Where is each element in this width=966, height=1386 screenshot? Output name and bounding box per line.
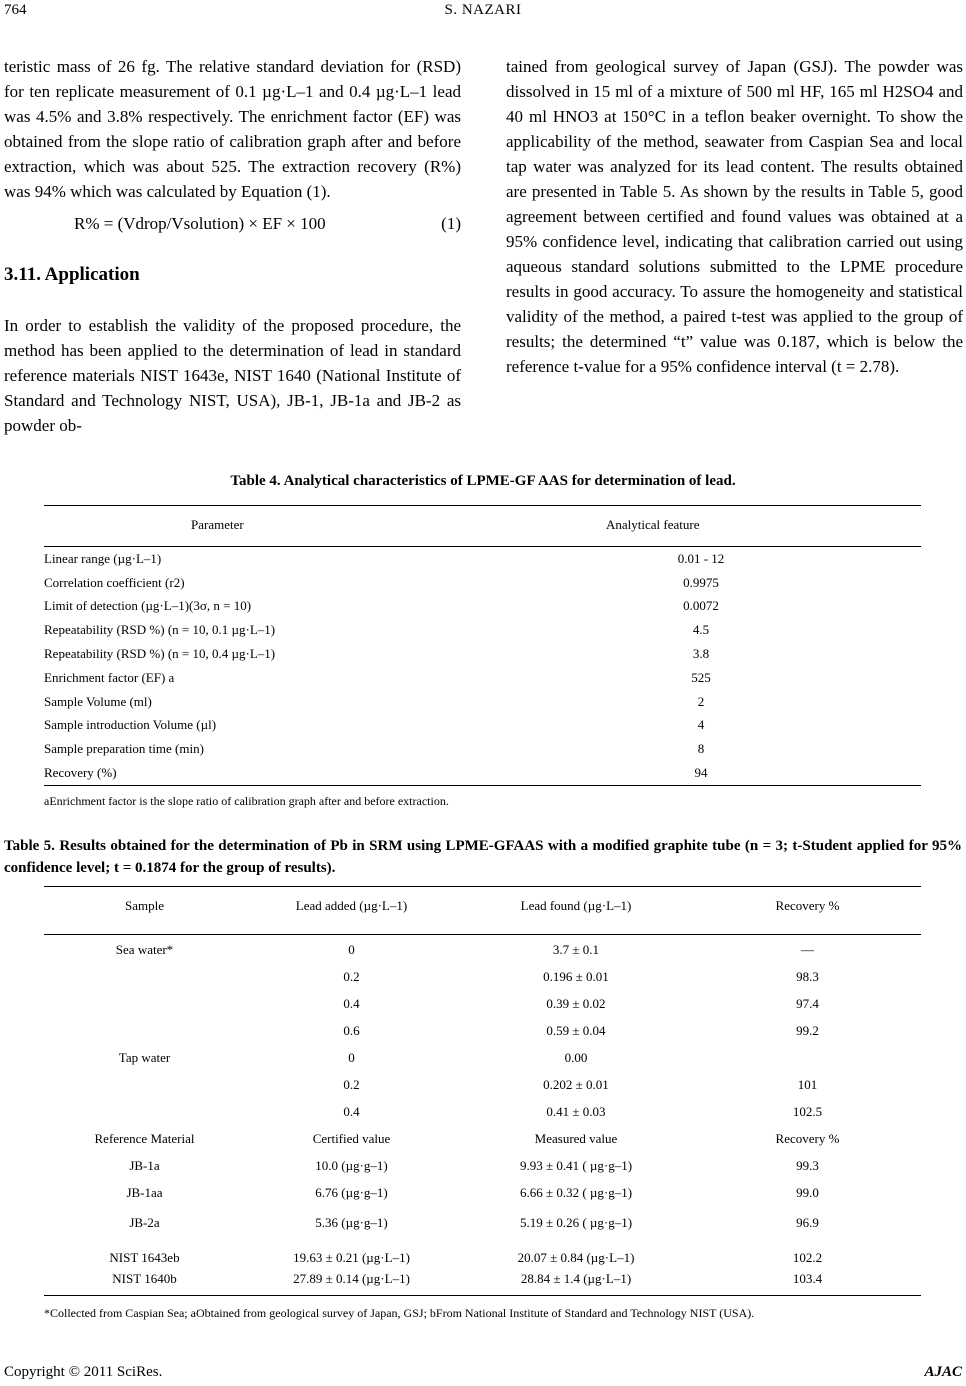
table5-row	[44, 963, 921, 990]
table5-row	[44, 1125, 921, 1152]
table5-cell: JB-2a	[129, 1214, 160, 1230]
table5-cell: 19.63 ± 0.21 (µg·L–1)	[293, 1250, 410, 1265]
right-column	[506, 54, 963, 379]
table5	[44, 936, 921, 1291]
table5-cell: 6.76 (µg·g–1)	[315, 1184, 388, 1200]
table5-header-cell: Lead found (µg·L–1)	[520, 898, 632, 913]
table5-cell: 5.36 (µg·g–1)	[315, 1214, 388, 1230]
table5-cell: 99.3	[796, 1157, 819, 1173]
table5-header-cell: Recovery %	[775, 898, 840, 913]
table5-cell: 3.7 ± 0.1	[552, 941, 600, 957]
table5-cell: Measured value	[534, 1130, 618, 1146]
table5-cell: JB-1aa	[126, 1184, 163, 1200]
table5-cell: 0	[348, 941, 355, 957]
equation-number: (1)	[441, 214, 461, 233]
table4-value-cell: 3.8	[692, 646, 710, 662]
table5-cell: 0.59 ± 0.04	[546, 1022, 606, 1038]
table5-row	[44, 1179, 921, 1206]
table4-parameter-cell: Sample introduction Volume (µl)	[44, 717, 217, 733]
table4-bottom-rule	[44, 785, 921, 786]
table5-cell: 5.19 ± 0.26 ( µg·g–1)	[519, 1214, 633, 1230]
table5-row	[44, 1071, 921, 1098]
table5-cell: 0.2	[343, 1076, 360, 1092]
table5-cell: Tap water	[118, 1049, 171, 1065]
table5-row	[44, 936, 921, 963]
table4-row	[44, 618, 921, 642]
table4-footnote: aEnrichment factor is the slope ratio of calibration graph after and before extraction.	[44, 794, 449, 808]
table5-cell: 0.4	[343, 995, 360, 1011]
section-title: 3.11. Application	[4, 264, 140, 285]
table5-cell: 96.9	[796, 1214, 819, 1230]
table4-row	[44, 714, 921, 738]
table5-row	[44, 1152, 921, 1179]
table4-row	[44, 571, 921, 595]
table4-value-cell: 525	[691, 669, 711, 685]
table4-parameter-cell: Sample preparation time (min)	[44, 741, 204, 757]
table5-cell: 102.5	[792, 1103, 823, 1119]
table5-cell: 20.07 ± 0.84 (µg·L–1)	[517, 1250, 635, 1265]
table4-value-cell: 2	[697, 693, 705, 709]
table5-cell	[44, 963, 245, 990]
table4-parameter-cell: Linear range (µg·L–1)	[44, 550, 162, 566]
left-column	[4, 54, 461, 438]
table4-top-rule	[44, 505, 921, 506]
table5-cell: 101	[797, 1076, 818, 1092]
table5-row	[44, 1239, 921, 1266]
table4-value-cell: 8	[697, 741, 705, 757]
table4-parameter-cell: Limit of detection (µg·L–1)(3σ, n = 10)	[44, 598, 252, 614]
table5-footnote: *Collected from Caspian Sea; aObtained from geological survey of Japan, GSJ; bFrom National Institute of Standard and Technology NIST (USA).	[44, 1306, 755, 1320]
table5-cell: ―	[801, 941, 814, 957]
table5-cell: 0.41 ± 0.03	[546, 1103, 606, 1119]
table4-parameter-cell: Recovery (%)	[44, 765, 117, 781]
table5-cell: 9.93 ± 0.41 ( µg·g–1)	[519, 1157, 633, 1173]
table4-value-cell: 0.0072	[683, 598, 719, 614]
right-paragraph-1: tained from geological survey of Japan (GSJ). The powder was dissolved in 15 ml of a mixture of 500 ml HF, 165 ml H2SO4 and 40 ml HNO3 at 150°C in a teflon beaker overnight. To show the applicability of the method, seawater from Caspian Sea and local tap water was analyzed for its lead content. The results obtained are presented in Table 5. As shown by the results in Table 5, good agreement between certified and found values was obtained at a 95% confidence level, indicating that calibration carried out using aqueous standard solutions submitted to the LPME procedure results in good accuracy. To assure the homogeneity and statistical validity of the method, a paired t-test was applied to the group of results; the determined “t” value was 0.187, which is below the reference t-value for a 95% confidence interval (t = 2.78).	[506, 57, 963, 376]
table5-cell: 0.4	[343, 1103, 360, 1119]
copyright: Copyright © 2011 SciRes.	[4, 1364, 163, 1380]
table5-cell: 0	[348, 1049, 355, 1065]
table5-cell: 0.6	[343, 1022, 360, 1038]
table4	[44, 547, 921, 785]
table5-cell: 97.4	[796, 995, 819, 1011]
table5-header	[44, 898, 921, 914]
table5-cell	[44, 1098, 245, 1125]
table4-row	[44, 666, 921, 690]
table5-cell: NIST 1640b	[112, 1270, 177, 1286]
table4-parameter-cell: Correlation coefficient (r2)	[44, 574, 185, 590]
table5-cell	[694, 1044, 921, 1071]
table4-row	[44, 761, 921, 785]
table5-cell: 102.2	[792, 1250, 823, 1265]
table4-parameter-cell: Repeatability (RSD %) (n = 10, 0.1 µg·L–1)	[44, 622, 276, 638]
table5-cell	[44, 990, 245, 1017]
table5-cell	[44, 1071, 245, 1098]
table5-cell: JB-1a	[129, 1157, 160, 1173]
table4-row	[44, 547, 921, 571]
page-number: 764	[4, 2, 27, 18]
table5-cell	[44, 1017, 245, 1044]
table5-cell: 0.2	[343, 968, 360, 984]
equation-text: R% = (Vdrop/Vsolution) × EF × 100	[74, 214, 326, 233]
left-paragraph-1: teristic mass of 26 fg. The relative standard deviation for (RSD) for ten replicate measurement of 0.1 µg·L–1 and 0.4 µg·L–1 lead was 4.5% and 3.8% respectively. The enrichment factor (EF) was obtained from the slope ratio of calibration graph after and before extraction, which was about 525. The extraction recovery (R%) was 94% which was calculated by Equation (1).	[4, 57, 461, 201]
table5-cell: NIST 1643eb	[109, 1250, 180, 1265]
table5-cell: 0.196 ± 0.01	[543, 968, 609, 984]
table5-header-cell: Lead added (µg·L–1)	[295, 898, 408, 913]
table5-cell: 10.0 (µg·g–1)	[315, 1157, 388, 1173]
table4-row	[44, 690, 921, 714]
table5-row	[44, 1044, 921, 1071]
table5-cell: 98.3	[796, 968, 819, 984]
table5-cell: Recovery %	[775, 1130, 840, 1146]
left-paragraph-2: In order to establish the validity of the proposed procedure, the method has been applied to the determination of lead in standard reference materials NIST 1643e, NIST 1640 (National Institute of Standard and Technology NIST, USA), JB-1, JB-1a and JB-2 as powder ob-	[4, 316, 461, 435]
table5-cell: 0.202 ± 0.01	[543, 1076, 609, 1092]
table4-value-cell: 94	[694, 765, 708, 781]
table5-cell: 99.2	[796, 1022, 819, 1038]
table4-parameter-cell: Enrichment factor (EF) a	[44, 669, 175, 685]
table5-cell: Reference Material	[94, 1130, 195, 1146]
table5-row	[44, 1098, 921, 1125]
table4-header-feature: Analytical feature	[606, 517, 700, 532]
table5-cell: 6.66 ± 0.32 ( µg·g–1)	[519, 1184, 633, 1200]
journal-name: AJAC	[924, 1364, 962, 1380]
table5-row	[44, 1266, 921, 1291]
table5-top-rule	[44, 886, 921, 887]
table5-row	[44, 990, 921, 1017]
table4-value-cell: 4.5	[692, 622, 710, 638]
table4-value-cell: 0.01 - 12	[677, 550, 725, 566]
table5-cell: 0.39 ± 0.02	[546, 995, 606, 1011]
table5-cell: 0.00	[564, 1049, 588, 1065]
table5-row	[44, 1206, 921, 1239]
table4-row	[44, 737, 921, 761]
table5-cell: 27.89 ± 0.14 (µg·L–1)	[293, 1270, 410, 1286]
table4-row	[44, 642, 921, 666]
table5-bottom-rule	[44, 1295, 921, 1296]
table5-cell: 103.4	[792, 1270, 823, 1286]
running-head-author: S. NAZARI	[444, 2, 522, 18]
table5-header-cell: Sample	[125, 898, 164, 913]
table5-cell: 28.84 ± 1.4 (µg·L–1)	[520, 1270, 632, 1286]
table4-value-cell: 0.9975	[683, 574, 719, 590]
table4-row	[44, 595, 921, 619]
table4-header-parameter: Parameter	[191, 517, 244, 532]
table5-row	[44, 1017, 921, 1044]
equation-1	[4, 211, 461, 236]
table5-caption: Table 5. Results obtained for the determination of Pb in SRM using LPME-GFAAS with a modified graphite tube (n = 3; t-Student applied for 95% confidence level; t = 0.1874 for the group of results).	[4, 838, 962, 876]
table4-parameter-cell: Sample Volume (ml)	[44, 693, 152, 709]
table5-cell: 99.0	[796, 1184, 819, 1200]
table5-cell: Certified value	[312, 1130, 391, 1146]
table4-parameter-cell: Repeatability (RSD %) (n = 10, 0.4 µg·L–1)	[44, 646, 276, 662]
table5-cell: Sea water*	[115, 941, 174, 957]
table4-value-cell: 4	[697, 717, 705, 733]
table4-caption: Table 4. Analytical characteristics of LPME-GF AAS for determination of lead.	[230, 473, 736, 489]
table5-header-rule	[44, 934, 921, 935]
